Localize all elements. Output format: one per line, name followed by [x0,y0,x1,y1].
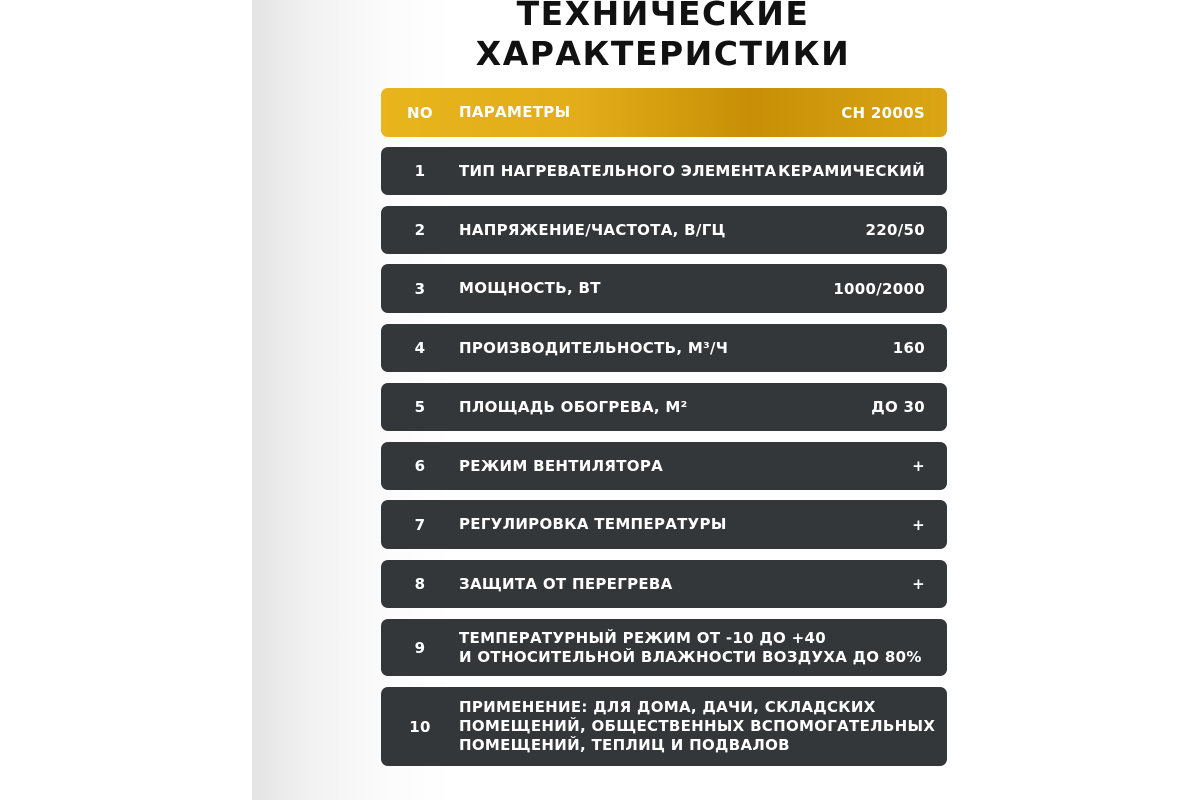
row-number: 3 [414,279,426,298]
row-value: 220/50 [865,221,925,239]
row-value: + [912,457,925,475]
row-number: 10 [409,717,431,736]
row-parameter [459,698,935,755]
table-row [381,206,947,254]
row-value: + [912,515,925,534]
row-value: 160 [892,339,925,357]
row-parameter [459,279,833,298]
header-param: ПАРАМЕТРЫ [459,103,571,121]
row-parameter-line: ПЛОЩАДЬ ОБОГРЕВА, М² [459,397,688,416]
row-value: ДО 30 [871,398,925,416]
table-row [381,324,947,372]
row-parameter-line: ПРОИЗВОДИТЕЛЬНОСТЬ, М³/Ч [459,338,729,357]
row-number: 8 [414,575,426,593]
page-title [380,0,946,74]
row-number: 4 [414,339,426,357]
row-parameter-line: ПРИМЕНЕНИЕ: ДЛЯ ДОМА, ДАЧИ, СКЛАДСКИХ [459,698,876,716]
table-row [381,560,947,608]
row-parameter [459,629,925,667]
row-parameter [459,457,912,476]
row-parameter-line: ТИП НАГРЕВАТЕЛЬНОГО ЭЛЕМЕНТА [459,161,777,180]
row-parameter-line: И ОТНОСИТЕЛЬНОЙ ВЛАЖНОСТИ ВОЗДУХА ДО 80% [459,647,922,666]
row-parameter-line: РЕГУЛИРОВКА ТЕМПЕРАТУРЫ [459,515,727,533]
row-value: 1000/2000 [833,279,925,298]
row-parameter [459,398,871,417]
row-parameter [459,515,912,534]
row-parameter-line: ПОМЕЩЕНИЙ, ОБЩЕСТВЕННЫХ ВСПОМОГАТЕЛЬНЫХ [459,717,936,735]
row-parameter-line: РЕЖИМ ВЕНТИЛЯТОРА [459,456,664,475]
row-value: КЕРАМИЧЕСКИЙ [778,162,925,180]
page-title-line-1: ТЕХНИЧЕСКИЕ [516,0,810,33]
row-parameter [459,221,866,240]
row-number: 7 [414,515,426,534]
row-parameter-line: ПОМЕЩЕНИЙ, ТЕПЛИЦ И ПОДВАЛОВ [459,736,790,754]
row-number: 6 [414,457,426,475]
row-number: 2 [414,221,426,239]
row-number: 1 [414,162,426,180]
table-header [381,88,947,137]
row-parameter-line: ЗАЩИТА ОТ ПЕРЕГРЕВА [459,574,673,593]
table-row [381,500,947,549]
header-no: NO [407,103,433,122]
table-row [381,687,947,766]
row-parameter-line: НАПРЯЖЕНИЕ/ЧАСТОТА, В/ГЦ [459,220,726,239]
row-parameter [459,162,778,181]
row-parameter-line: МОЩНОСТЬ, ВТ [459,279,601,297]
table-row [381,619,947,676]
table-row [381,147,947,195]
table-row [381,383,947,431]
row-parameter-line: ТЕМПЕРАТУРНЫЙ РЕЖИМ ОТ -10 ДО +40 [459,628,826,647]
row-parameter [459,339,893,358]
table-row [381,442,947,490]
row-parameter [459,575,912,594]
row-value: + [912,575,925,593]
page-title-line-2: ХАРАКТЕРИСТИКИ [475,34,851,73]
header-model: CH 2000S [841,103,925,122]
row-number: 9 [414,638,426,657]
row-number: 5 [414,398,426,416]
table-row [381,264,947,313]
